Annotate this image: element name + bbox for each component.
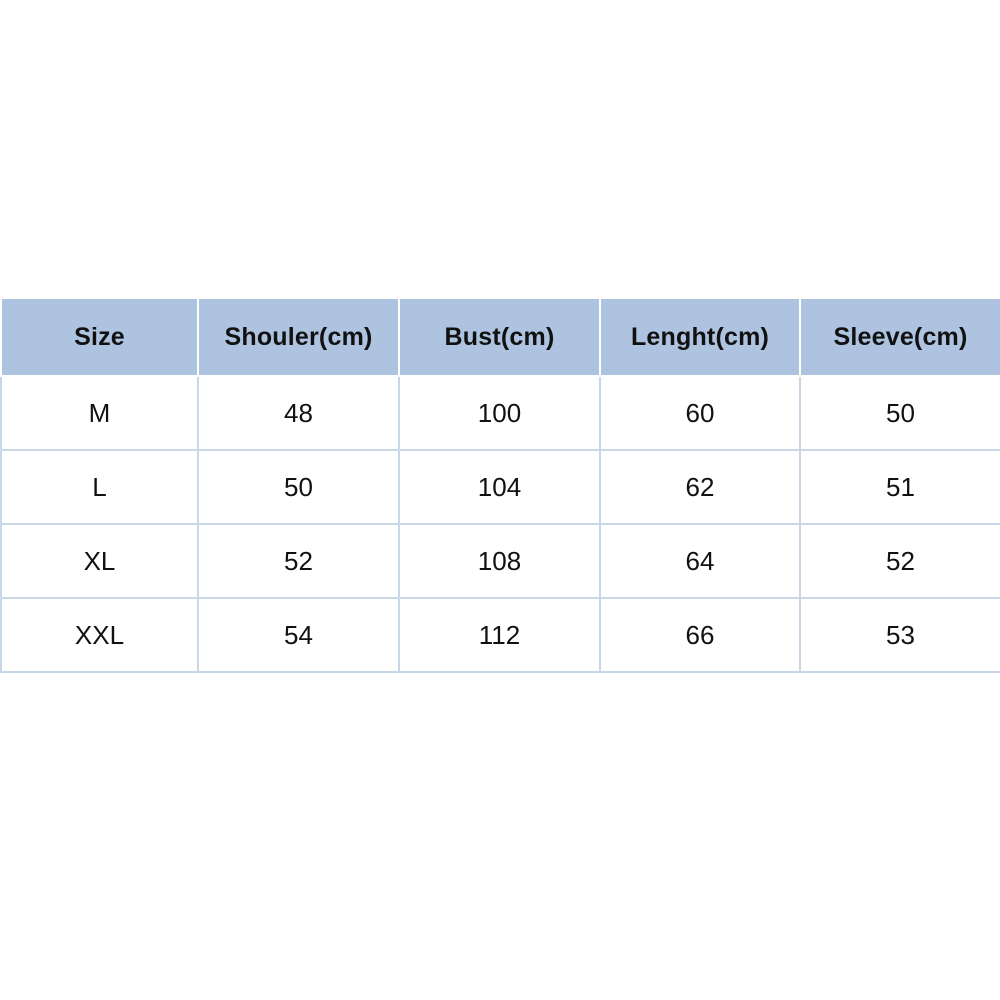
cell-bust: 108 — [399, 524, 600, 598]
column-header-sleeve: Sleeve(cm) — [800, 298, 1000, 376]
table-header — [1, 298, 1000, 376]
cell-bust: 100 — [399, 376, 600, 450]
cell-size: XL — [1, 524, 198, 598]
cell-size: XXL — [1, 598, 198, 672]
cell-bust: 104 — [399, 450, 600, 524]
cell-sleeve: 53 — [800, 598, 1000, 672]
column-header-shoulder: Shouler(cm) — [198, 298, 399, 376]
cell-sleeve: 50 — [800, 376, 1000, 450]
cell-shoulder: 48 — [198, 376, 399, 450]
table-body — [1, 376, 1000, 672]
table-row — [1, 450, 1000, 524]
cell-bust: 112 — [399, 598, 600, 672]
cell-size: L — [1, 450, 198, 524]
column-header-length: Lenght(cm) — [600, 298, 800, 376]
column-header-bust: Bust(cm) — [399, 298, 600, 376]
table-row — [1, 524, 1000, 598]
cell-sleeve: 51 — [800, 450, 1000, 524]
cell-length: 62 — [600, 450, 800, 524]
cell-shoulder: 52 — [198, 524, 399, 598]
table-row — [1, 376, 1000, 450]
table-row — [1, 598, 1000, 672]
cell-sleeve: 52 — [800, 524, 1000, 598]
cell-shoulder: 54 — [198, 598, 399, 672]
cell-shoulder: 50 — [198, 450, 399, 524]
cell-length: 60 — [600, 376, 800, 450]
table-header-row — [1, 298, 1000, 376]
size-chart-table — [0, 297, 1000, 673]
cell-size: M — [1, 376, 198, 450]
column-header-size: Size — [1, 298, 198, 376]
cell-length: 66 — [600, 598, 800, 672]
cell-length: 64 — [600, 524, 800, 598]
